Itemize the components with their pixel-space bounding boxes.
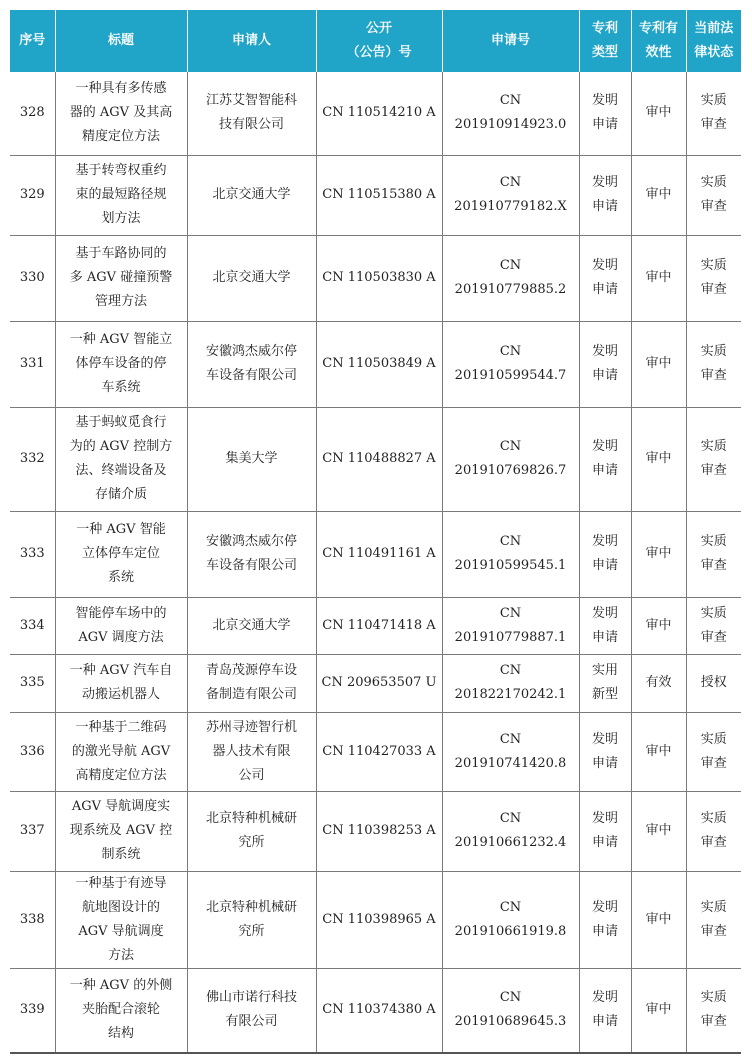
cell-title	[55, 72, 187, 155]
cell-app-no	[442, 791, 579, 871]
cell-legal-status-line: 实质	[700, 899, 727, 915]
cell-pub-no-text: CN 110503849 A	[322, 356, 436, 371]
cell-no	[10, 321, 55, 407]
cell-app-no	[442, 407, 579, 511]
cell-title-line: 束的最短路径规	[75, 187, 167, 202]
cell-validity	[631, 712, 686, 791]
table-row	[10, 72, 741, 155]
cell-legal-status	[686, 791, 741, 871]
cell-pub-no	[316, 407, 442, 511]
cell-validity-text: 审中	[645, 743, 672, 759]
cell-app-no	[442, 235, 579, 321]
header-app-no: 申请号	[442, 10, 579, 72]
table-row	[10, 597, 741, 654]
table-row	[10, 968, 741, 1053]
cell-validity	[631, 321, 686, 407]
header-validity: 专利有 效性	[631, 10, 686, 72]
cell-validity-text: 审中	[645, 823, 672, 838]
cell-title-line: 一种 AGV 智能立	[69, 332, 173, 347]
cell-no-text: 335	[19, 675, 45, 690]
cell-no-text: 333	[19, 546, 45, 561]
cell-applicant-line: 佛山市诺行科技	[205, 990, 297, 1006]
cell-patent-type-line: 发明	[591, 534, 618, 549]
cell-applicant-line: 器人技术有限	[212, 743, 291, 759]
cell-legal-status	[686, 654, 741, 712]
cell-pub-no	[316, 791, 442, 871]
cell-app-no	[442, 712, 579, 791]
cell-applicant	[187, 72, 316, 155]
cell-applicant-line: 北京交通大学	[212, 270, 291, 285]
cell-pub-no-text: CN 110427033 A	[322, 743, 436, 759]
cell-no-text: 337	[19, 823, 45, 838]
cell-legal-status-line: 审查	[700, 558, 727, 573]
cell-no	[10, 712, 55, 791]
cell-title-line: 智能停车场中的	[75, 605, 167, 621]
table-row	[10, 712, 741, 791]
cell-applicant-line: 安徽鸿杰威尔停	[205, 534, 297, 549]
cell-applicant-line: 车设备有限公司	[205, 558, 297, 573]
cell-title-line: 基于车路协同的	[75, 246, 167, 261]
cell-title-line: 精度定位方法	[81, 129, 160, 145]
cell-no	[10, 72, 55, 155]
cell-app-no	[442, 511, 579, 597]
cell-applicant-line: 安徽鸿杰威尔停	[205, 344, 297, 359]
cell-title-line: 航地图设计的	[81, 899, 160, 915]
cell-validity-text: 审中	[645, 356, 672, 371]
cell-applicant	[187, 712, 316, 791]
cell-applicant-line: 有限公司	[225, 1014, 278, 1030]
cell-title	[55, 654, 187, 712]
cell-pub-no	[316, 871, 442, 968]
cell-title-line: 一种 AGV 智能	[76, 522, 166, 537]
cell-patent-type	[579, 72, 631, 155]
cell-legal-status-line: 实质	[700, 534, 727, 549]
cell-app-no-line: 201910661232.4	[454, 835, 567, 850]
cell-app-no-line: 201822170242.1	[454, 687, 567, 702]
cell-no	[10, 511, 55, 597]
cell-no-text: 336	[19, 743, 45, 759]
cell-no-text: 331	[19, 356, 45, 371]
cell-applicant-line: 苏州寻迹智行机	[205, 719, 297, 735]
cell-app-no	[442, 155, 579, 235]
cell-legal-status-line: 实质	[700, 439, 727, 454]
table-row	[10, 654, 741, 712]
header-legal-status: 当前法 律状态	[686, 10, 741, 72]
cell-title-line: 夹胎配合滚轮	[81, 1002, 160, 1018]
cell-validity	[631, 968, 686, 1053]
cell-legal-status-line: 审查	[700, 368, 727, 383]
cell-patent-type-line: 申请	[591, 282, 618, 297]
cell-patent-type-line: 新型	[591, 687, 618, 702]
cell-patent-type-line: 申请	[591, 629, 618, 645]
cell-patent-type-line: 实用	[591, 663, 618, 678]
cell-applicant	[187, 968, 316, 1053]
cell-title	[55, 791, 187, 871]
cell-legal-status-line: 审查	[700, 282, 727, 297]
cell-validity-text: 审中	[645, 911, 672, 927]
cell-applicant-line: 究所	[238, 923, 265, 939]
table-row	[10, 235, 741, 321]
cell-title	[55, 871, 187, 968]
cell-no	[10, 597, 55, 654]
cell-applicant-line: 车设备有限公司	[205, 368, 297, 383]
cell-title-line: 基于转弯权重约	[75, 163, 167, 178]
cell-patent-type-line: 发明	[591, 175, 618, 190]
cell-legal-status-line: 审查	[700, 755, 727, 771]
cell-app-no-line: 201910779182.X	[454, 199, 567, 214]
cell-title-line: 一种具有多传感	[75, 81, 167, 97]
cell-pub-no-text: CN 110374380 A	[322, 1002, 436, 1018]
cell-app-no-line: CN	[499, 605, 522, 621]
header-applicant: 申请人	[187, 10, 316, 72]
cell-app-no	[442, 654, 579, 712]
cell-validity-text: 审中	[645, 617, 672, 633]
cell-legal-status-line: 审查	[700, 199, 727, 214]
cell-patent-type	[579, 155, 631, 235]
cell-pub-no-text: CN 110514210 A	[322, 105, 436, 121]
cell-legal-status-line: 审查	[700, 923, 727, 939]
cell-legal-status	[686, 72, 741, 155]
cell-title-line: 高精度定位方法	[75, 767, 167, 783]
cell-legal-status	[686, 871, 741, 968]
cell-validity	[631, 407, 686, 511]
cell-title	[55, 321, 187, 407]
cell-applicant-line: 究所	[238, 835, 265, 850]
cell-title	[55, 235, 187, 321]
cell-title	[55, 968, 187, 1053]
cell-applicant	[187, 597, 316, 654]
cell-applicant-line: 北京交通大学	[212, 187, 291, 202]
cell-applicant	[187, 235, 316, 321]
header-no: 序号	[10, 10, 55, 72]
cell-legal-status-line: 实质	[700, 93, 727, 109]
cell-applicant	[187, 155, 316, 235]
cell-app-no-line: CN	[499, 175, 522, 190]
header-pub-no: 公开 （公告）号	[316, 10, 442, 72]
cell-title-line: 方法	[107, 947, 134, 963]
cell-applicant-line: 江苏艾智智能科	[205, 93, 297, 109]
cell-pub-no	[316, 321, 442, 407]
table-body	[10, 72, 741, 1053]
cell-title-line: 结构	[107, 1026, 134, 1042]
cell-pub-no-text: CN 110398253 A	[322, 823, 436, 838]
cell-pub-no	[316, 235, 442, 321]
cell-app-no-line: CN	[499, 344, 522, 359]
cell-patent-type-line: 申请	[591, 463, 618, 478]
cell-validity	[631, 597, 686, 654]
cell-app-no-line: 201910599545.1	[454, 558, 567, 573]
cell-title-line: 一种基于二维码	[75, 719, 167, 735]
cell-validity	[631, 871, 686, 968]
cell-patent-type-line: 发明	[591, 439, 618, 454]
cell-legal-status-line: 实质	[700, 731, 727, 747]
cell-legal-status-line: 审查	[700, 1014, 727, 1030]
cell-app-no-line: 201910599544.7	[454, 368, 567, 383]
cell-title-line: 现系统及 AGV 控	[69, 823, 173, 838]
cell-pub-no-text: CN 110488827 A	[322, 451, 436, 466]
cell-legal-status	[686, 511, 741, 597]
cell-legal-status	[686, 321, 741, 407]
cell-title-line: 基于蚂蚁觅食行	[75, 415, 167, 430]
cell-app-no	[442, 871, 579, 968]
header-row	[10, 10, 741, 72]
cell-app-no	[442, 597, 579, 654]
cell-no	[10, 654, 55, 712]
cell-patent-type-line: 申请	[591, 199, 618, 214]
cell-patent-type	[579, 321, 631, 407]
cell-patent-type	[579, 871, 631, 968]
cell-patent-type-line: 发明	[591, 811, 618, 826]
cell-patent-type-line: 申请	[591, 558, 618, 573]
cell-title-line: 一种基于有迹导	[75, 875, 167, 891]
cell-patent-type	[579, 968, 631, 1053]
cell-title-line: AGV 调度方法	[78, 629, 164, 645]
cell-app-no	[442, 321, 579, 407]
cell-legal-status-line: 审查	[700, 835, 727, 850]
cell-legal-status	[686, 235, 741, 321]
cell-title-line: 一种 AGV 汽车自	[69, 663, 173, 678]
cell-pub-no	[316, 597, 442, 654]
table-row	[10, 321, 741, 407]
cell-title-line: 存储介质	[94, 487, 147, 502]
cell-app-no-line: 201910741420.8	[454, 755, 567, 771]
cell-no	[10, 407, 55, 511]
cell-title-line: AGV 导航调度	[78, 923, 164, 939]
cell-patent-type-line: 发明	[591, 899, 618, 915]
cell-patent-type-line: 申请	[591, 1014, 618, 1030]
table-row	[10, 155, 741, 235]
cell-title-line: 的激光导航 AGV	[71, 743, 171, 759]
cell-applicant	[187, 511, 316, 597]
cell-pub-no-text: CN 110471418 A	[322, 617, 436, 633]
cell-validity-text: 审中	[645, 451, 672, 466]
cell-title-line: 器的 AGV 及其高	[69, 105, 173, 121]
cell-legal-status	[686, 968, 741, 1053]
cell-legal-status-line: 实质	[700, 175, 727, 190]
cell-legal-status-line: 实质	[700, 990, 727, 1006]
cell-no-text: 332	[19, 451, 45, 466]
cell-no	[10, 871, 55, 968]
cell-patent-type-line: 申请	[591, 755, 618, 771]
cell-applicant	[187, 791, 316, 871]
cell-title-line: AGV 导航调度实	[71, 799, 171, 814]
cell-no-text: 328	[19, 105, 45, 121]
cell-title	[55, 511, 187, 597]
cell-pub-no-text: CN 110503830 A	[322, 270, 436, 285]
cell-validity-text: 审中	[645, 270, 672, 285]
cell-legal-status	[686, 407, 741, 511]
cell-app-no-line: 201910689645.3	[454, 1014, 567, 1030]
cell-app-no-line: 201910769826.7	[454, 463, 567, 478]
cell-title-line: 一种 AGV 的外侧	[69, 978, 173, 994]
cell-app-no-line: CN	[499, 899, 522, 915]
cell-patent-type-line: 发明	[591, 258, 618, 273]
cell-patent-type-line: 申请	[591, 923, 618, 939]
cell-title-line: 制系统	[101, 847, 141, 862]
table-row	[10, 791, 741, 871]
cell-no-text: 329	[19, 187, 45, 202]
cell-patent-type	[579, 712, 631, 791]
cell-legal-status-line: 审查	[700, 117, 727, 133]
cell-patent-type-line: 发明	[591, 344, 618, 359]
cell-legal-status-line: 实质	[700, 258, 727, 273]
cell-app-no-line: CN	[499, 663, 522, 678]
cell-patent-type	[579, 791, 631, 871]
cell-validity	[631, 511, 686, 597]
cell-patent-type-line: 发明	[591, 93, 618, 109]
cell-applicant-line: 集美大学	[225, 451, 278, 466]
cell-patent-type	[579, 597, 631, 654]
cell-legal-status-line: 授权	[700, 675, 727, 690]
cell-title-line: 多 AGV 碰撞预警	[69, 270, 173, 285]
cell-app-no-line: CN	[499, 258, 522, 273]
cell-title-line: 系统	[107, 570, 134, 585]
cell-applicant-line: 北京特种机械研	[205, 811, 297, 826]
cell-title-line: 法、终端设备及	[75, 463, 167, 478]
cell-legal-status-line: 审查	[700, 463, 727, 478]
cell-applicant	[187, 407, 316, 511]
cell-applicant-line: 备制造有限公司	[205, 687, 297, 702]
cell-validity	[631, 791, 686, 871]
cell-pub-no-text: CN 110515380 A	[322, 187, 436, 202]
cell-app-no	[442, 72, 579, 155]
table-row	[10, 407, 741, 511]
cell-patent-type-line: 发明	[591, 605, 618, 621]
cell-no-text: 334	[19, 617, 45, 633]
cell-applicant-line: 北京交通大学	[212, 617, 291, 633]
cell-pub-no-text: CN 209653507 U	[321, 675, 437, 690]
cell-app-no-line: CN	[499, 990, 522, 1006]
cell-validity-text: 审中	[645, 1002, 672, 1018]
cell-pub-no-text: CN 110398965 A	[322, 911, 436, 927]
cell-validity	[631, 654, 686, 712]
cell-patent-type-line: 发明	[591, 990, 618, 1006]
patent-table	[10, 10, 741, 1054]
cell-title	[55, 407, 187, 511]
cell-no-text: 338	[19, 911, 45, 927]
cell-app-no-line: CN	[499, 439, 522, 454]
cell-legal-status-line: 实质	[700, 605, 727, 621]
cell-title	[55, 597, 187, 654]
cell-no	[10, 791, 55, 871]
cell-app-no-line: CN	[499, 811, 522, 826]
cell-pub-no	[316, 712, 442, 791]
cell-no	[10, 155, 55, 235]
cell-legal-status	[686, 712, 741, 791]
cell-no	[10, 235, 55, 321]
cell-pub-no	[316, 968, 442, 1053]
cell-validity-text: 有效	[645, 675, 672, 690]
cell-validity	[631, 155, 686, 235]
cell-pub-no	[316, 654, 442, 712]
header-title: 标题	[55, 10, 187, 72]
cell-app-no-line: 201910779885.2	[454, 282, 567, 297]
cell-legal-status-line: 审查	[700, 629, 727, 645]
cell-pub-no	[316, 511, 442, 597]
cell-app-no-line: CN	[499, 731, 522, 747]
cell-validity-text: 审中	[645, 105, 672, 121]
cell-patent-type	[579, 511, 631, 597]
cell-app-no	[442, 968, 579, 1053]
cell-title-line: 车系统	[101, 380, 141, 395]
cell-app-no-line: 201910914923.0	[454, 117, 567, 133]
cell-patent-type-line: 申请	[591, 117, 618, 133]
table-header	[10, 10, 741, 72]
cell-legal-status	[686, 155, 741, 235]
cell-title-line: 立体停车定位	[81, 546, 160, 561]
cell-patent-type	[579, 235, 631, 321]
cell-legal-status-line: 实质	[700, 344, 727, 359]
cell-pub-no	[316, 72, 442, 155]
cell-app-no-line: CN	[499, 534, 522, 549]
table-row	[10, 871, 741, 968]
table-row	[10, 511, 741, 597]
cell-legal-status	[686, 597, 741, 654]
cell-validity-text: 审中	[645, 546, 672, 561]
cell-patent-type	[579, 407, 631, 511]
cell-legal-status-line: 实质	[700, 811, 727, 826]
cell-title-line: 体停车设备的停	[75, 356, 167, 371]
cell-applicant	[187, 321, 316, 407]
cell-app-no-line: CN	[499, 93, 522, 109]
header-patent-type: 专利 类型	[579, 10, 631, 72]
cell-pub-no-text: CN 110491161 A	[322, 546, 436, 561]
cell-title	[55, 155, 187, 235]
cell-title-line: 动搬运机器人	[81, 687, 160, 702]
cell-applicant	[187, 871, 316, 968]
cell-patent-type-line: 申请	[591, 835, 618, 850]
cell-patent-type-line: 发明	[591, 731, 618, 747]
cell-title	[55, 712, 187, 791]
cell-validity-text: 审中	[645, 187, 672, 202]
cell-validity	[631, 235, 686, 321]
cell-no	[10, 968, 55, 1053]
cell-no-text: 330	[19, 270, 45, 285]
cell-title-line: 划方法	[101, 211, 141, 226]
cell-title-line: 为的 AGV 控制方	[69, 439, 173, 454]
cell-applicant	[187, 654, 316, 712]
cell-validity	[631, 72, 686, 155]
cell-applicant-line: 北京特种机械研	[205, 899, 297, 915]
cell-patent-type	[579, 654, 631, 712]
cell-applicant-line: 技有限公司	[218, 117, 284, 133]
cell-patent-type-line: 申请	[591, 368, 618, 383]
cell-no-text: 339	[19, 1002, 45, 1018]
cell-applicant-line: 青岛茂源停车设	[205, 663, 297, 678]
cell-title-line: 管理方法	[94, 294, 147, 309]
cell-app-no-line: 201910779887.1	[454, 629, 567, 645]
cell-pub-no	[316, 155, 442, 235]
cell-app-no-line: 201910661919.8	[454, 923, 567, 939]
cell-applicant-line: 公司	[238, 767, 265, 783]
